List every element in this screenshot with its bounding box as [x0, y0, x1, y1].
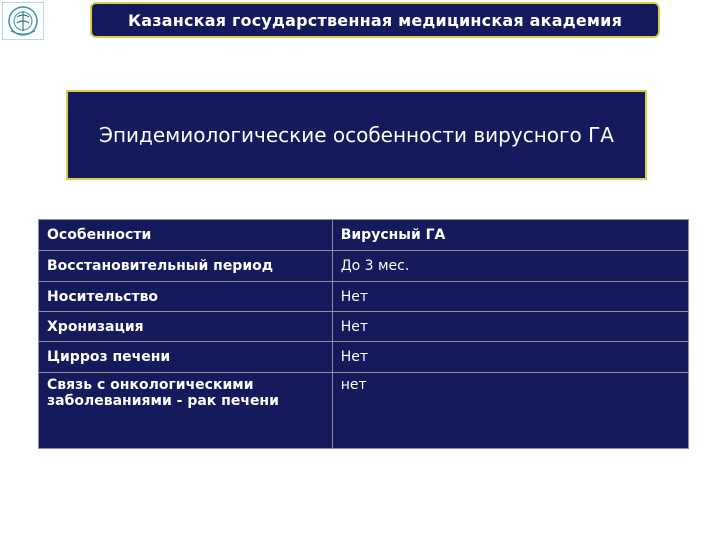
column-header-viral-ha: Вирусный ГА — [332, 220, 688, 251]
row-feature-cell: Хронизация — [39, 312, 333, 342]
row-value-cell: Нет — [332, 282, 688, 312]
table-row — [39, 373, 689, 449]
row-value-cell: Нет — [332, 342, 688, 373]
row-feature-cell: Связь с онкологическими заболеваниями - рак печени — [39, 373, 333, 449]
row-feature-cell: Носительство — [39, 282, 333, 312]
table-row — [39, 312, 689, 342]
table-row — [39, 342, 689, 373]
row-value-cell: До 3 мес. — [332, 251, 688, 282]
slide-title-box — [66, 90, 647, 180]
row-feature-cell: Восстановительный период — [39, 251, 333, 282]
row-value-cell: нет — [332, 373, 688, 449]
table-row — [39, 251, 689, 282]
academy-logo-icon — [2, 2, 44, 40]
table-header-row — [39, 220, 689, 251]
comparison-table — [38, 219, 689, 449]
row-feature-cell: Цирроз печени — [39, 342, 333, 373]
header-banner — [90, 2, 660, 38]
table-row — [39, 282, 689, 312]
slide-title: Эпидемиологические особенности вирусного ГА — [99, 123, 614, 147]
header-title: Казанская государственная медицинская академия — [127, 10, 623, 30]
row-value-cell: Нет — [332, 312, 688, 342]
column-header-features: Особенности — [39, 220, 333, 251]
